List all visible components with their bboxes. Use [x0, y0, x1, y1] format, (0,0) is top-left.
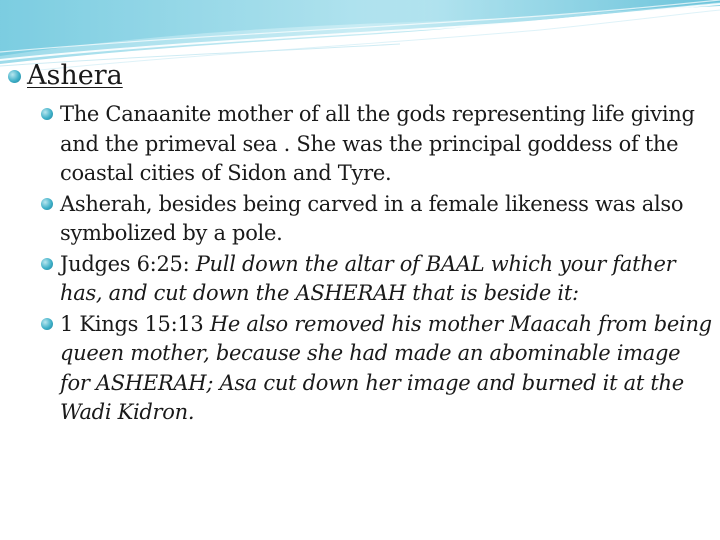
round-bullet-icon	[41, 108, 53, 120]
slide-title: Ashera	[27, 60, 123, 91]
list-item-quote: He also removed his mother Maacah from being queen mother, because she had made an abominable image for ASHERAH; Asa cut down her image and burned it at the Wadi Kidron.	[60, 311, 712, 424]
list-item-plain: 1 Kings 15:13	[60, 311, 210, 336]
list-item-quote: Pull down the altar of BAAL which your father has, and cut down the ASHERAH that is beside it:	[60, 251, 676, 305]
round-bullet-icon	[8, 70, 21, 83]
list-item-text	[60, 100, 713, 189]
round-bullet-icon	[41, 198, 53, 210]
title-row	[8, 59, 123, 93]
list-item	[41, 100, 713, 189]
list-item-text	[60, 190, 713, 249]
list-item	[41, 250, 713, 309]
list-item	[41, 190, 713, 249]
list-item-plain: The Canaanite mother of all the gods representing life giving and the primeval sea . She was the principal goddess of the coastal cities of Sidon and Tyre.	[60, 102, 695, 185]
list-item-plain: Judges 6:25:	[60, 251, 196, 276]
round-bullet-icon	[41, 258, 53, 270]
bullet-list	[41, 100, 713, 429]
round-bullet-icon	[41, 318, 53, 330]
list-item-text	[60, 310, 713, 428]
list-item-plain: Asherah, besides being carved in a female likeness was also symbolized by a pole.	[60, 191, 684, 245]
list-item	[41, 310, 713, 428]
list-item-text	[60, 250, 713, 309]
